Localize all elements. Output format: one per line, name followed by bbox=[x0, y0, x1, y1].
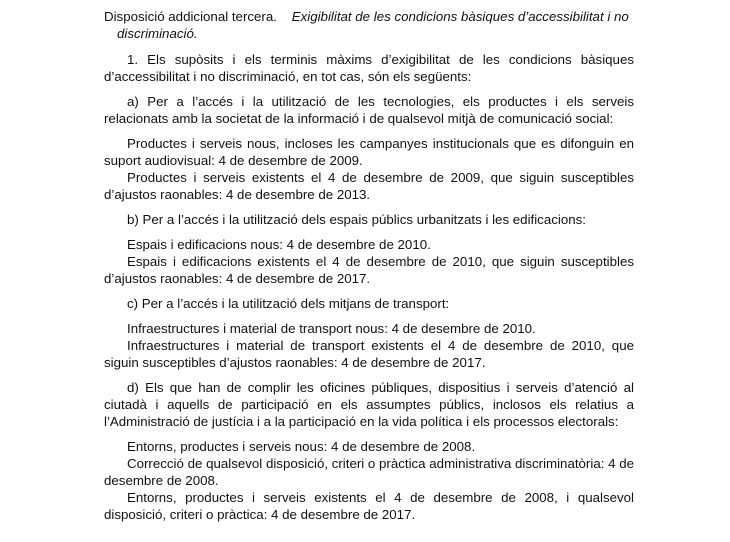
list-item: Espais i edificacions existents el 4 de desembre de 2010, que siguin susceptibles d’ajustos raonables: 4 de desembre de 2017. bbox=[104, 254, 634, 286]
list-item: Infraestructures i material de transport nous: 4 de desembre de 2010. bbox=[127, 321, 536, 336]
section-c-intro: c) Per a l’accés i la utilització dels mitjans de transport: bbox=[127, 296, 450, 311]
section-a-items bbox=[104, 135, 634, 203]
section-b-intro: b) Per a l’accés i la utilització dels espais públics urbanitzats i les edificacions: bbox=[127, 212, 586, 227]
list-item: Productes i serveis existents el 4 de desembre de 2009, que siguin susceptibles d’ajustos raonables: 4 de desembre de 2013. bbox=[104, 170, 634, 202]
provision-label: Disposició addicional tercera. bbox=[104, 9, 277, 24]
list-item: Entorns, productes i serveis existents el 4 de desembre de 2008, i qualsevol disposició, criteri o pràctica: 4 de desembre de 2017. bbox=[104, 490, 634, 522]
section-b-items bbox=[104, 236, 634, 287]
list-item: Espais i edificacions nous: 4 de desembre de 2010. bbox=[127, 237, 431, 252]
list-item: Correcció de qualsevol disposició, criteri o pràctica administrativa discriminatòria: 4 de desembre de 2008. bbox=[104, 456, 634, 488]
list-item: Entorns, productes i serveis nous: 4 de desembre de 2008. bbox=[127, 439, 476, 454]
section-a-intro: a) Per a l’accés i la utilització de les tecnologies, els productes i els serveis relacionats amb la societat de la informació i de qualsevol mitjà de comunicació social: bbox=[104, 94, 634, 126]
list-item: Productes i serveis nous, incloses les campanyes institucionals que es difonguin en suport audiovisual: 4 de desembre de 2009. bbox=[104, 136, 634, 168]
section-d-items bbox=[104, 438, 634, 523]
provision-heading bbox=[104, 8, 634, 42]
list-item: Infraestructures i material de transport existents el 4 de desembre de 2010, que siguin susceptibles d’ajustos raonables: 4 de desembre de 2017. bbox=[104, 338, 634, 370]
paragraph-1: 1. Els supòsits i els terminis màxims d’exigibilitat de les condicions bàsiques d’accessibilitat i no discriminació, en tot cas, són els següents: bbox=[104, 52, 634, 84]
section-d-intro: d) Els que han de complir les oficines públiques, dispositius i serveis d’atenció al ciutadà i aquells de participació en els assumptes públics, inclosos els relatius a l’Administració de justícia i a la participació en la vida política i els processos electorals: bbox=[104, 380, 634, 429]
section-c-items bbox=[104, 320, 634, 371]
provision-title: Exigibilitat de les condicions bàsiques d’accessibilitat i no discriminació. bbox=[117, 9, 629, 41]
